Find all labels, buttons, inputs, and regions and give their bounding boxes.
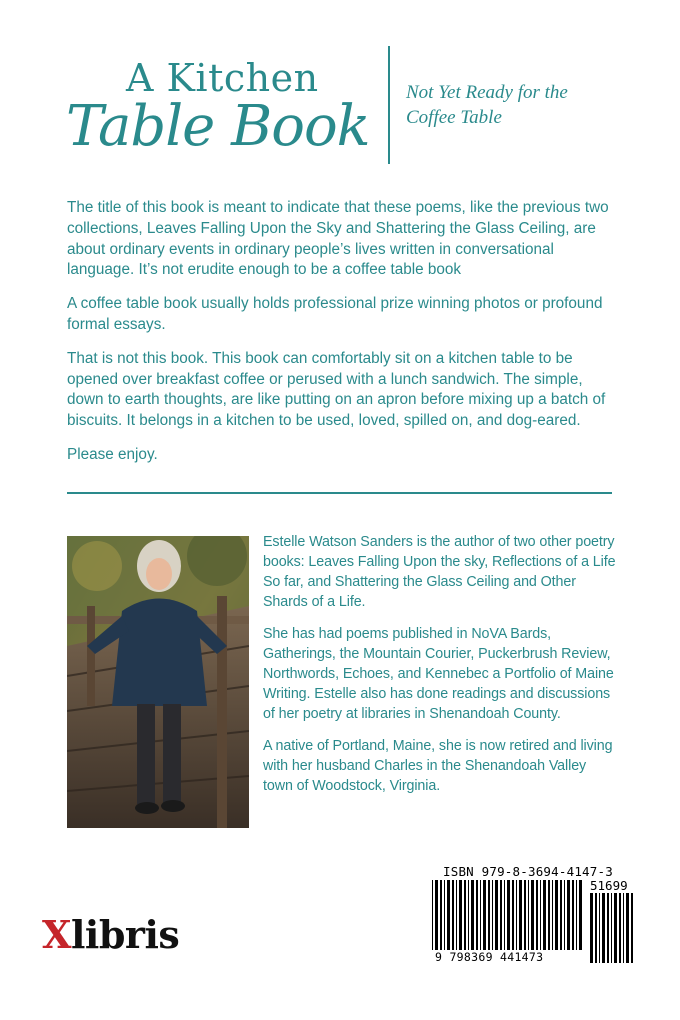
barcode-bar xyxy=(611,893,612,963)
barcode-bar xyxy=(602,893,605,963)
barcode-bar xyxy=(560,880,562,950)
price-code-label: 51699 xyxy=(590,878,628,893)
back-cover-blurb xyxy=(67,198,615,479)
barcode-bar xyxy=(447,880,450,950)
barcode-bar xyxy=(579,880,582,950)
barcode-bar xyxy=(519,880,522,950)
barcode-bar xyxy=(555,880,558,950)
ean-number: 9 798369 441473 xyxy=(435,950,544,964)
barcode-bar xyxy=(599,893,600,963)
barcode-bar xyxy=(507,880,510,950)
barcode-bar xyxy=(488,880,490,950)
barcode-bar xyxy=(607,893,609,963)
barcode-bar xyxy=(631,893,633,963)
barcode-bar xyxy=(543,880,546,950)
blurb-paragraph: That is not this book. This book can comfortably sit on a kitchen table to be opened over breakfast coffee or perused with a lunch sandwich. The simple, down to earth thoughts, are like putting on an apron before mixing up a batch of biscuits. It belongs in a kitchen to be used, loved, spilled on, and dog-eared. xyxy=(67,349,606,430)
isbn-barcode xyxy=(432,880,584,950)
blurb-paragraph: Please enjoy. xyxy=(67,445,158,463)
isbn-label: ISBN 979-8-3694-4147-3 xyxy=(443,864,613,879)
book-title xyxy=(66,52,386,172)
barcode-bar xyxy=(435,880,438,950)
barcode-bar xyxy=(504,880,505,950)
publisher-logo: Xlibris xyxy=(42,912,180,957)
barcode-bar xyxy=(452,880,454,950)
barcode-bar xyxy=(459,880,462,950)
barcode-bar xyxy=(483,880,486,950)
barcode-bar xyxy=(576,880,577,950)
barcode-bar xyxy=(528,880,529,950)
barcode-bar xyxy=(516,880,517,950)
author-bio xyxy=(263,532,619,808)
barcode-bar xyxy=(552,880,553,950)
barcode-bar xyxy=(536,880,538,950)
barcode-bar xyxy=(476,880,478,950)
barcode-bar xyxy=(614,893,617,963)
price-barcode xyxy=(590,893,634,963)
barcode-bar xyxy=(564,880,565,950)
barcode-bar xyxy=(444,880,445,950)
barcode-bar xyxy=(471,880,474,950)
barcode-bar xyxy=(540,880,541,950)
barcode-bar xyxy=(492,880,493,950)
barcode-bar xyxy=(595,893,597,963)
barcode-bar xyxy=(456,880,457,950)
barcode-bar xyxy=(500,880,502,950)
barcode-bar xyxy=(548,880,550,950)
barcode-bar xyxy=(623,893,624,963)
barcode-bar xyxy=(440,880,442,950)
title-line-1: A Kitchen xyxy=(126,56,319,100)
bio-paragraph: A native of Portland, Maine, she is now retired and living with her husband Charles in the Shenandoah Valley town of Woodstock, Virginia. xyxy=(263,738,613,794)
blurb-paragraph: A coffee table book usually holds professional prize winning photos or profound formal essays. xyxy=(67,295,603,333)
barcode-bar xyxy=(512,880,514,950)
barcode-bar xyxy=(619,893,621,963)
book-subtitle: Not Yet Ready for the Coffee Table xyxy=(406,82,568,128)
author-photo xyxy=(67,536,249,828)
barcode-bar xyxy=(480,880,481,950)
barcode-bar xyxy=(524,880,526,950)
barcode-bar xyxy=(464,880,466,950)
barcode-bar xyxy=(432,880,433,950)
barcode-bar xyxy=(531,880,534,950)
barcode-bar xyxy=(468,880,469,950)
barcode-bar xyxy=(572,880,574,950)
blurb-paragraph: The title of this book is meant to indicate that these poems, like the previous two collections, Leaves Falling Upon the Sky and Shattering the Glass Ceiling, are about ordinary events in ordinary people’s lives written in conversational language. It’s not erudite enough to be a coffee table book xyxy=(67,199,609,279)
title-divider xyxy=(388,46,390,164)
barcode-bar xyxy=(567,880,570,950)
barcode-bar xyxy=(495,880,498,950)
bio-paragraph: Estelle Watson Sanders is the author of two other poetry books: Leaves Falling Upon the sky, Reflections of a Life So far, and Shattering the Glass Ceiling and Other Shards of a Life. xyxy=(263,534,616,610)
bio-paragraph: She has had poems published in NoVA Bards, Gatherings, the Mountain Courier, Puckerbrush Review, Northwords, Echoes, and Kennebec a Portfolio of Maine Writing. Estelle also has done readings and discussions of her poetry at libraries in Shenandoah County. xyxy=(263,626,614,722)
section-divider xyxy=(67,492,612,494)
barcode-bar xyxy=(626,893,629,963)
barcode-bar xyxy=(590,893,593,963)
title-line-2: Table Book xyxy=(66,94,370,159)
